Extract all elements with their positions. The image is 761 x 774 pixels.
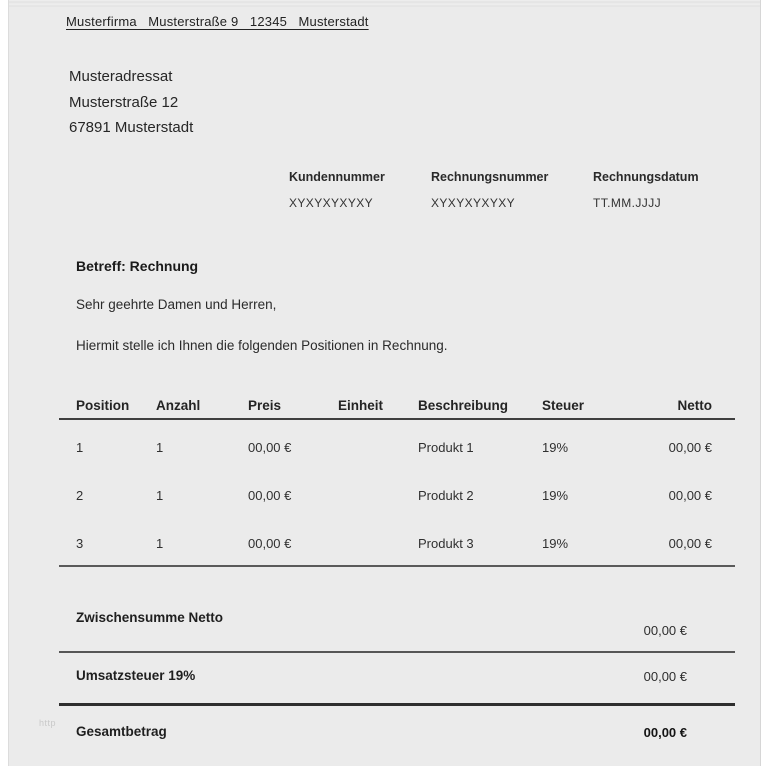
meta-customer-number xyxy=(289,170,439,210)
cell-preis: 00,00 € xyxy=(248,488,292,503)
cell-anzahl: 1 xyxy=(156,536,164,551)
cell-beschreibung: Produkt 1 xyxy=(418,440,474,455)
recipient-city: 67891 Musterstadt xyxy=(69,119,194,136)
cell-beschreibung: Produkt 2 xyxy=(418,488,474,503)
cell-netto: 00,00 € xyxy=(668,536,712,551)
intro-line: Hiermit stelle ich Ihnen die folgenden Positionen in Rechnung. xyxy=(76,338,448,353)
cell-anzahl: 1 xyxy=(156,440,164,455)
cell-steuer: 19% xyxy=(542,440,569,455)
invoice-date-value: TT.MM.JJJJ xyxy=(593,196,661,210)
total-label: Gesamtbetrag xyxy=(76,724,167,739)
subtotal-divider-rule xyxy=(59,651,735,653)
col-header-preis: Preis xyxy=(248,398,282,413)
recipient-name: Musteradressat xyxy=(69,68,173,85)
subtotal-label: Zwischensumme Netto xyxy=(76,610,224,625)
table-bottom-rule xyxy=(59,565,735,567)
col-header-beschreibung: Beschreibung xyxy=(418,398,509,413)
customer-number-value: XYXYXYXYXY xyxy=(289,196,374,210)
salutation-line: Sehr geehrte Damen und Herren, xyxy=(76,297,277,312)
scan-edge-artifact xyxy=(9,0,760,7)
cell-steuer: 19% xyxy=(542,488,569,503)
cell-position: 1 xyxy=(76,440,84,455)
table-row xyxy=(59,488,735,506)
customer-number-label: Kundennummer xyxy=(289,170,385,184)
invoice-number-value: XYXYXYXYXY xyxy=(431,196,516,210)
cell-position: 3 xyxy=(76,536,84,551)
table-header-rule xyxy=(59,418,735,420)
table-row xyxy=(59,536,735,554)
cell-preis: 00,00 € xyxy=(248,440,292,455)
invoice-date-label: Rechnungsdatum xyxy=(593,170,699,184)
sender-address-line: Musterfirma Musterstraße 9 12345 Musterstadt xyxy=(66,14,369,29)
col-header-netto: Netto xyxy=(677,398,712,413)
invoice-number-label: Rechnungsnummer xyxy=(431,170,549,184)
subject-line: Betreff: Rechnung xyxy=(76,258,199,274)
cell-netto: 00,00 € xyxy=(668,488,712,503)
table-header-row xyxy=(59,398,735,416)
cell-netto: 00,00 € xyxy=(668,440,712,455)
cell-preis: 00,00 € xyxy=(248,536,292,551)
meta-invoice-date xyxy=(593,170,743,210)
recipient-street: Musterstraße 12 xyxy=(69,93,179,111)
vat-label: Umsatzsteuer 19% xyxy=(76,668,196,683)
table-row xyxy=(59,440,735,458)
watermark-text: http xyxy=(39,718,57,728)
col-header-anzahl: Anzahl xyxy=(156,398,201,413)
col-header-position: Position xyxy=(76,398,130,413)
col-header-steuer: Steuer xyxy=(542,398,585,413)
subtotal-value: 00,00 € xyxy=(643,623,687,638)
recipient-block xyxy=(69,64,193,141)
cell-steuer: 19% xyxy=(542,536,569,551)
cell-position: 2 xyxy=(76,488,84,503)
meta-invoice-number xyxy=(431,170,581,210)
total-value: 00,00 € xyxy=(643,725,687,740)
vat-value: 00,00 € xyxy=(643,669,687,684)
cell-beschreibung: Produkt 3 xyxy=(418,536,474,551)
cell-anzahl: 1 xyxy=(156,488,164,503)
col-header-einheit: Einheit xyxy=(338,398,384,413)
invoice-page xyxy=(8,0,761,766)
total-divider-rule xyxy=(59,703,735,706)
